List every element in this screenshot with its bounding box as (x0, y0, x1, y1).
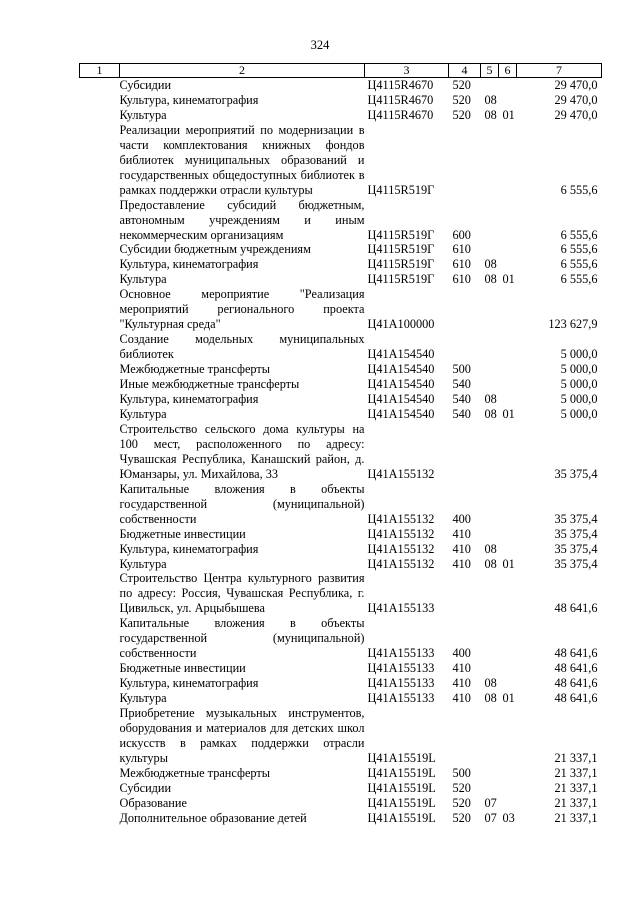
row-number-cell (80, 287, 120, 332)
row-name: Субсидии бюджетным учреждениям (119, 242, 311, 257)
row-amount: 5 000,0 (560, 362, 598, 377)
row-code: Ц4115R519Г (367, 257, 435, 272)
row-name: Основное мероприятие "Реализация мероприятий регионального проекта "Культурная среда" (119, 287, 365, 332)
row-rz: 08 (484, 406, 497, 421)
row-pr (499, 781, 517, 796)
table-row (80, 78, 602, 93)
row-vr (449, 571, 481, 616)
row-amount: 29 470,0 (554, 78, 598, 92)
row-rz (481, 242, 499, 257)
table-row (80, 362, 602, 377)
row-name: Иные межбюджетные трансферты (119, 377, 300, 392)
row-vr: 410 (452, 676, 471, 691)
row-name: Межбюджетные трансферты (119, 362, 271, 377)
row-name: Межбюджетные трансферты (119, 765, 271, 780)
row-vr: 400 (452, 646, 471, 661)
table-row (80, 527, 602, 542)
row-code: Ц41А15519L (367, 765, 436, 780)
row-pr: 01 (502, 107, 515, 122)
row-code: Ц41А155132 (367, 511, 435, 526)
row-code: Ц4115R4670 (367, 92, 434, 107)
row-amount: 21 337,1 (554, 780, 598, 795)
row-amount: 35 375,4 (554, 541, 598, 556)
row-rz (481, 422, 499, 482)
row-vr: 520 (452, 92, 471, 107)
row-number-cell (80, 676, 120, 691)
row-pr (499, 392, 517, 407)
row-name: Культура (119, 107, 167, 122)
row-rz: 08 (484, 392, 497, 407)
row-rz (481, 332, 499, 362)
row-code: Ц41А155133 (367, 676, 435, 691)
row-vr: 540 (452, 406, 471, 421)
row-code: Ц4115R519Г (367, 272, 435, 287)
table-row (80, 571, 602, 616)
row-vr (449, 123, 481, 198)
row-amount: 5 000,0 (560, 392, 598, 407)
row-number-cell (80, 108, 120, 123)
row-amount: 123 627,9 (548, 317, 598, 332)
row-pr (499, 661, 517, 676)
row-vr: 600 (452, 227, 471, 242)
row-name: Культура, кинематография (119, 392, 259, 407)
header-col-2: 2 (120, 64, 365, 78)
row-rz: 08 (484, 676, 497, 691)
row-amount: 5 000,0 (560, 347, 598, 362)
row-vr: 410 (452, 556, 471, 571)
row-pr (499, 796, 517, 811)
row-name: Предоставление субсидий бюджетным, автономным учреждениям и иным некоммерческим организациям (119, 197, 365, 242)
row-amount: 21 337,1 (554, 810, 598, 825)
row-name: Культура (119, 406, 167, 421)
table-row (80, 706, 602, 766)
row-pr (499, 377, 517, 392)
row-code: Ц41А155133 (367, 646, 435, 661)
table-row (80, 93, 602, 108)
table-row (80, 661, 602, 676)
row-number-cell (80, 571, 120, 616)
row-amount: 48 641,6 (554, 646, 598, 661)
row-pr (499, 422, 517, 482)
row-rz (481, 571, 499, 616)
table-row (80, 123, 602, 198)
row-amount: 48 641,6 (554, 691, 598, 706)
table-row (80, 242, 602, 257)
row-rz (481, 482, 499, 527)
row-amount: 35 375,4 (554, 556, 598, 571)
row-code: Ц4115R519Г (367, 242, 435, 257)
row-amount: 35 375,4 (554, 511, 598, 526)
row-number-cell (80, 407, 120, 422)
row-vr: 410 (452, 526, 471, 541)
row-pr: 01 (502, 406, 515, 421)
row-vr: 520 (452, 78, 471, 92)
row-pr (499, 123, 517, 198)
row-amount: 35 375,4 (554, 526, 598, 541)
table-row (80, 796, 602, 811)
row-pr (499, 527, 517, 542)
row-pr (499, 616, 517, 661)
row-name: Капитальные вложения в объекты государственной (муниципальной) собственности (119, 481, 365, 526)
row-rz: 08 (484, 92, 497, 107)
row-pr (499, 93, 517, 108)
row-name: Культура (119, 272, 167, 287)
row-vr (449, 332, 481, 362)
budget-table (79, 63, 602, 826)
header-col-3: 3 (365, 64, 449, 78)
row-number-cell (80, 272, 120, 287)
row-pr: 03 (502, 810, 515, 825)
row-code: Ц41А154540 (367, 362, 435, 377)
header-col-7: 7 (517, 64, 602, 78)
row-number-cell (80, 811, 120, 826)
table-row (80, 482, 602, 527)
row-number-cell (80, 332, 120, 362)
row-name: Бюджетные инвестиции (119, 661, 246, 676)
row-amount: 48 641,6 (554, 601, 598, 616)
row-code: Ц41А155132 (367, 556, 435, 571)
row-amount: 21 337,1 (554, 750, 598, 765)
row-pr: 01 (502, 272, 515, 287)
table-row (80, 108, 602, 123)
row-code: Ц41А155133 (367, 601, 435, 616)
table-row (80, 332, 602, 362)
row-vr (449, 287, 481, 332)
table-row (80, 198, 602, 243)
row-vr: 410 (452, 691, 471, 706)
table-row (80, 272, 602, 287)
row-rz: 08 (484, 257, 497, 272)
row-amount: 35 375,4 (554, 466, 598, 481)
table-row (80, 257, 602, 272)
row-number-cell (80, 93, 120, 108)
table-row (80, 766, 602, 781)
row-number-cell (80, 527, 120, 542)
row-pr (499, 362, 517, 377)
row-rz: 08 (484, 272, 497, 287)
row-code: Ц41А155133 (367, 691, 435, 706)
row-pr (499, 542, 517, 557)
row-name: Культура, кинематография (119, 257, 259, 272)
row-number-cell (80, 198, 120, 243)
row-vr: 520 (452, 795, 471, 810)
row-code: Ц41А15519L (367, 780, 436, 795)
row-rz: 08 (484, 541, 497, 556)
row-code: Ц41А15519L (367, 750, 436, 765)
row-amount: 6 555,6 (560, 257, 598, 272)
row-name: Строительство Центра культурного развития по адресу: Россия, Чувашская Республика, г. Цивильск, ул. Арцыбышева (119, 571, 365, 616)
row-rz (481, 661, 499, 676)
row-amount: 48 641,6 (554, 676, 598, 691)
row-number-cell (80, 392, 120, 407)
row-name: Приобретение музыкальных инструментов, оборудования и материалов для детских школ искусств в рамках поддержки отрасли культуры (119, 706, 365, 765)
header-col-5: 5 (481, 64, 499, 78)
table-row (80, 557, 602, 572)
row-pr (499, 332, 517, 362)
row-code: Ц41А155132 (367, 541, 435, 556)
row-code: Ц41А15519L (367, 810, 436, 825)
row-rz (481, 78, 499, 93)
row-number-cell (80, 78, 120, 93)
row-pr (499, 242, 517, 257)
row-pr (499, 706, 517, 766)
table-row (80, 676, 602, 691)
row-code: Ц41А155133 (367, 661, 435, 676)
row-name: Субсидии (119, 780, 172, 795)
row-rz (481, 706, 499, 766)
row-pr (499, 766, 517, 781)
row-name: Дополнительное образование детей (119, 810, 307, 825)
table-row (80, 422, 602, 482)
row-vr: 520 (452, 810, 471, 825)
row-rz (481, 527, 499, 542)
row-pr (499, 78, 517, 93)
table-row (80, 542, 602, 557)
row-name: Культура, кинематография (119, 92, 259, 107)
row-code: Ц41А154540 (367, 406, 435, 421)
row-rz (481, 123, 499, 198)
table-row (80, 781, 602, 796)
row-name: Культура (119, 556, 167, 571)
row-name: Бюджетные инвестиции (119, 526, 246, 541)
row-number-cell (80, 542, 120, 557)
row-name: Субсидии (119, 78, 172, 92)
row-rz (481, 616, 499, 661)
row-rz: 08 (484, 107, 497, 122)
table-header (80, 64, 602, 78)
row-amount: 29 470,0 (554, 92, 598, 107)
row-vr: 610 (452, 272, 471, 287)
table-row (80, 616, 602, 661)
row-number-cell (80, 377, 120, 392)
page-number: 324 (310, 38, 330, 52)
row-pr (499, 287, 517, 332)
row-vr: 520 (452, 107, 471, 122)
table-body (80, 78, 602, 826)
row-vr: 400 (452, 511, 471, 526)
row-name: Культура, кинематография (119, 541, 259, 556)
table-row (80, 691, 602, 706)
row-name: Капитальные вложения в объекты государственной (муниципальной) собственности (119, 616, 365, 661)
row-rz (481, 377, 499, 392)
row-amount: 21 337,1 (554, 765, 598, 780)
row-vr: 500 (452, 765, 471, 780)
row-amount: 5 000,0 (560, 377, 598, 392)
row-amount: 6 555,6 (560, 227, 598, 242)
row-rz: 07 (484, 795, 497, 810)
row-pr (499, 198, 517, 243)
row-amount: 5 000,0 (560, 406, 598, 421)
row-vr: 610 (452, 242, 471, 257)
row-name: Строительство сельского дома культуры на 100 мест, расположенного по адресу: Чувашская Республика, Канашский район, д. Юманзары, ул. Михайлова, 33 (119, 421, 365, 481)
row-vr: 610 (452, 257, 471, 272)
row-vr (449, 422, 481, 482)
row-code: Ц41А154540 (367, 392, 435, 407)
row-vr: 540 (452, 392, 471, 407)
row-name: Культура (119, 691, 167, 706)
row-number-cell (80, 796, 120, 811)
table-row (80, 407, 602, 422)
row-amount: 6 555,6 (560, 182, 598, 197)
row-number-cell (80, 766, 120, 781)
row-code: Ц41А100000 (367, 317, 435, 332)
row-amount: 21 337,1 (554, 795, 598, 810)
row-code: Ц4115R4670 (367, 107, 434, 122)
row-code: Ц4115R519Г (367, 182, 435, 197)
row-rz (481, 198, 499, 243)
row-amount: 48 641,6 (554, 661, 598, 676)
row-code: Ц4115R519Г (367, 227, 435, 242)
row-code: Ц41А15519L (367, 795, 436, 810)
table-row (80, 287, 602, 332)
row-rz (481, 766, 499, 781)
row-vr: 410 (452, 661, 471, 676)
row-name: Реализации мероприятий по модернизации в части комплектования книжных фондов библиотек муниципальных образований и государственных общедоступных библиотек в рамках поддержки отрасли культуры (119, 122, 365, 197)
row-code: Ц41А155132 (367, 466, 435, 481)
row-number-cell (80, 422, 120, 482)
row-pr (499, 257, 517, 272)
row-number-cell (80, 691, 120, 706)
row-code: Ц41А154540 (367, 347, 435, 362)
row-rz: 07 (484, 810, 497, 825)
table-row (80, 811, 602, 826)
row-number-cell (80, 661, 120, 676)
row-pr: 01 (502, 556, 515, 571)
row-number-cell (80, 362, 120, 377)
row-rz: 08 (484, 556, 497, 571)
row-code: Ц41А154540 (367, 377, 435, 392)
row-rz (481, 362, 499, 377)
row-rz (481, 781, 499, 796)
row-pr: 01 (502, 691, 515, 706)
row-rz: 08 (484, 691, 497, 706)
row-amount: 6 555,6 (560, 242, 598, 257)
table-row (80, 377, 602, 392)
header-col-1: 1 (80, 64, 120, 78)
row-number-cell (80, 781, 120, 796)
row-vr: 410 (452, 541, 471, 556)
row-number-cell (80, 482, 120, 527)
row-code: Ц4115R4670 (367, 78, 434, 92)
row-number-cell (80, 706, 120, 766)
row-amount: 29 470,0 (554, 107, 598, 122)
row-number-cell (80, 242, 120, 257)
table-row (80, 392, 602, 407)
header-col-6: 6 (499, 64, 517, 78)
row-name: Культура, кинематография (119, 676, 259, 691)
row-name: Образование (119, 795, 187, 810)
row-vr (449, 706, 481, 766)
row-vr: 500 (452, 362, 471, 377)
row-rz (481, 287, 499, 332)
row-number-cell (80, 557, 120, 572)
row-pr (499, 676, 517, 691)
row-number-cell (80, 123, 120, 198)
row-code: Ц41А155132 (367, 526, 435, 541)
row-number-cell (80, 616, 120, 661)
row-amount: 6 555,6 (560, 272, 598, 287)
row-vr: 520 (452, 780, 471, 795)
header-col-4: 4 (449, 64, 481, 78)
row-number-cell (80, 257, 120, 272)
row-pr (499, 482, 517, 527)
row-vr: 540 (452, 377, 471, 392)
row-name: Создание модельных муниципальных библиотек (119, 332, 365, 362)
row-pr (499, 571, 517, 616)
